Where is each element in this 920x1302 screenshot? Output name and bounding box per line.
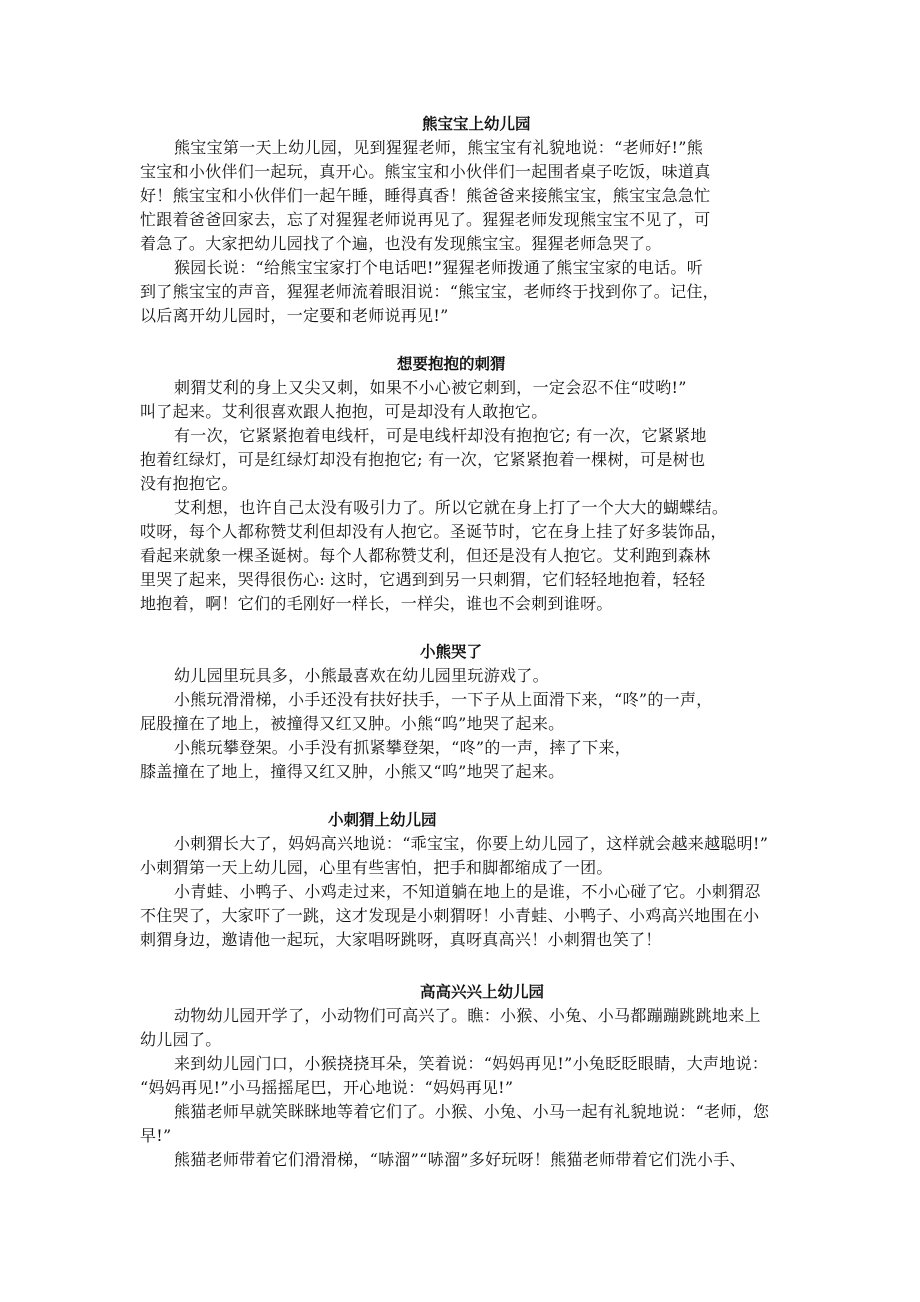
story-line: 小青蛙、小鸭子、小鸡走过来，不知道躺在地上的是谁，不小心碰了它。小刺猬忍 <box>174 882 761 901</box>
story-bear-kindergarten <box>140 112 860 328</box>
story-line: 宝宝和小伙伴们一起玩，真开心。熊宝宝和小伙伴们一起围者桌子吃饭，味道真 <box>140 162 711 181</box>
story-line: 看起来就象一棵圣诞树。每个人都称赞艾利，但还是没有人抱它。艾利跑到森林 <box>140 546 711 565</box>
story-title: 高高兴兴上幼儿园 <box>420 983 545 1001</box>
story-line: 来到幼儿园门口，小猴挠挠耳朵，笑着说：“妈妈再见!”小兔眨眨眼睛，大声地说： <box>174 1054 769 1073</box>
story-line: 刺猬身边，邀请他一起玩，大家唱呀跳呀，真呀真高兴！小刺猬也笑了！ <box>140 930 662 949</box>
story-line: 忙跟着爸爸回家去，忘了对猩猩老师说再见了。猩猩老师发现熊宝宝不见了，可 <box>140 210 711 229</box>
story-line: 膝盖撞在了地上，撞得又红又肿，小熊又“呜”地哭了起来。 <box>140 762 565 781</box>
story-line: 以后离开幼儿园时，一定要和老师说再见!” <box>140 306 449 325</box>
story-title: 小刺猬上幼儿园 <box>328 811 437 829</box>
story-line: 叫了起来。艾利很喜欢跟人抱抱，可是却没有人敢抱它。 <box>140 402 548 421</box>
story-line: 里哭了起来，哭得很伤心: 这时，它遇到到另一只刺猬，它们轻轻地抱着，轻轻 <box>140 570 706 589</box>
story-line: 哎呀，每个人都称赞艾利但却没有人抱它。圣诞节时，它在身上挂了好多装饰品， <box>140 522 727 541</box>
story-happy-kindergarten <box>140 980 860 1172</box>
story-title: 想要抱抱的刺猬 <box>397 355 506 373</box>
story-line: 有一次，它紧紧抱着电线杆，可是电线杆却没有抱抱它; 有一次，它紧紧地 <box>174 426 707 445</box>
story-line: 幼儿园了。 <box>140 1030 222 1049</box>
story-line: 小刺猬第一天上幼儿园，心里有些害怕，把手和脚都缩成了一团。 <box>140 858 613 877</box>
story-line: 小刺猬长大了，妈妈高兴地说：“乖宝宝，你要上幼儿园了，这样就会越来越聪明!” <box>174 834 769 853</box>
story-line: “妈妈再见!”小马摇摇尾巴，开心地说：“妈妈再见!” <box>140 1078 514 1097</box>
story-line: 到了熊宝宝的声音，猩猩老师流着眼泪说：“熊宝宝，老师终于找到你了。记住， <box>140 282 719 301</box>
story-hedgehog-kindergarten <box>140 808 860 952</box>
story-line: 屁股撞在了地上，被撞得又红又肿。小熊“呜”地哭了起来。 <box>140 714 565 733</box>
story-title: 小熊哭了 <box>420 643 483 661</box>
story-line: 艾利想，也许自己太没有吸引力了。所以它就在身上打了一个大大的蝴蝶结。 <box>174 498 729 517</box>
story-line: 地抱着，啊！它们的毛刚好一样长，一样尖，谁也不会刺到谁呀。 <box>140 594 613 613</box>
story-line: 小熊玩攀登架。小手没有抓紧攀登架，“咚”的一声，摔了下来， <box>174 738 632 757</box>
story-line: 熊猫老师早就笑眯眯地等着它们了。小猴、小兔、小马一起有礼貌地说：“老师，您 <box>174 1102 770 1121</box>
story-line: 刺猬艾利的身上又尖又刺，如果不小心被它刺到，一定会忍不住“哎哟!” <box>174 378 687 397</box>
story-title: 熊宝宝上幼儿园 <box>422 115 531 133</box>
story-line: 熊猫老师带着它们滑滑梯，“哧溜”“哧溜”多好玩呀！熊猫老师带着它们洗小手、 <box>174 1150 746 1169</box>
story-line: 小熊玩滑滑梯，小手还没有扶好扶手，一下子从上面滑下来，“咚”的一声， <box>174 690 713 709</box>
story-line: 着急了。大家把幼儿园找了个遍，也没有发现熊宝宝。猩猩老师急哭了。 <box>140 234 662 253</box>
story-line: 不住哭了，大家吓了一跳，这才发现是小刺猬呀！小青蛙、小鸭子、小鸡高兴地围在小 <box>140 906 760 925</box>
story-line: 熊宝宝第一天上幼儿园，见到猩猩老师，熊宝宝有礼貌地说：“老师好!”熊 <box>174 138 703 157</box>
story-hedgehog-hug <box>140 352 860 616</box>
story-line: 动物幼儿园开学了，小动物们可高兴了。瞧：小猴、小兔、小马都蹦蹦跳跳地来上 <box>174 1006 761 1025</box>
story-line: 没有抱抱它。 <box>140 474 238 493</box>
story-line: 好！熊宝宝和小伙伴们一起午睡，睡得真香！熊爸爸来接熊宝宝，熊宝宝急急忙 <box>140 186 711 205</box>
story-line: 幼儿园里玩具多，小熊最喜欢在幼儿园里玩游戏了。 <box>174 666 549 685</box>
story-line: 早!” <box>140 1126 172 1145</box>
story-line: 抱着红绿灯，可是红绿灯却没有抱抱它; 有一次，它紧紧抱着一棵树，可是树也 <box>140 450 706 469</box>
story-little-bear-cried <box>140 640 860 784</box>
story-line: 猴园长说：“给熊宝宝家打个电话吧!”猩猩老师拨通了熊宝宝家的电话。听 <box>174 258 703 277</box>
